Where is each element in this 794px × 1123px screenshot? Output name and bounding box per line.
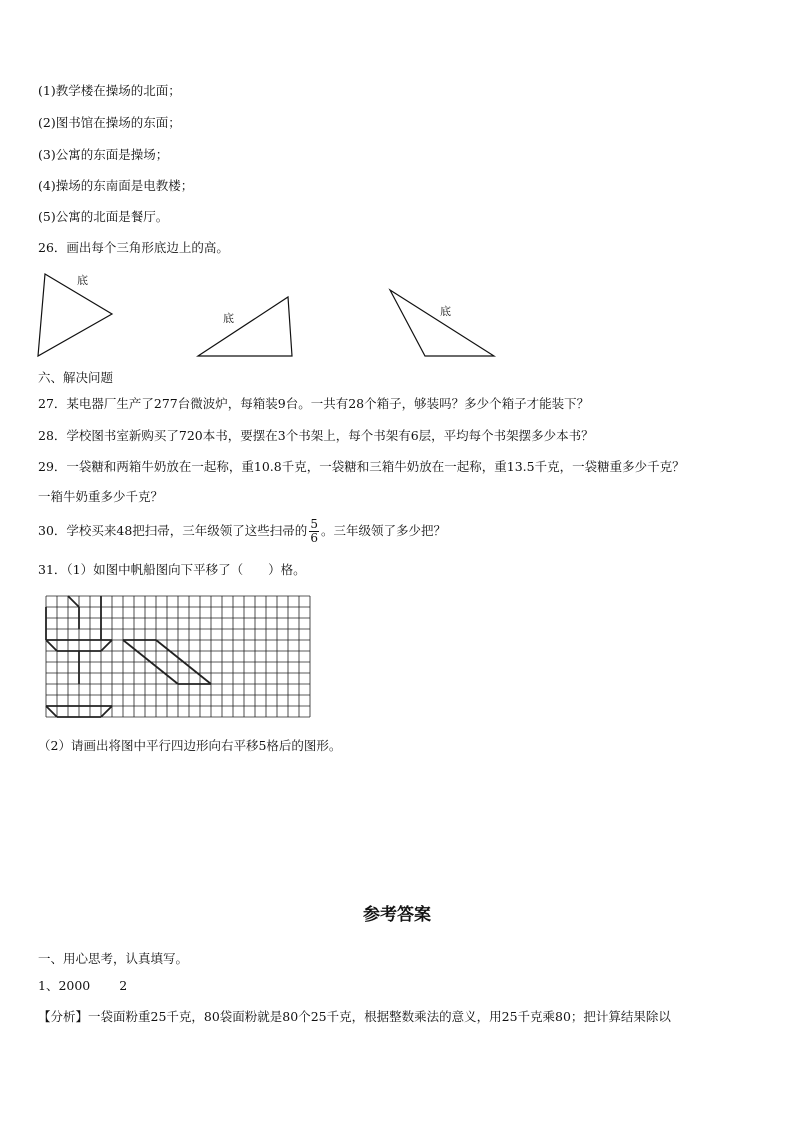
condition-5: (5)公寓的北面是餐厅。	[38, 209, 169, 224]
triangle-2	[198, 297, 292, 356]
question-29-line-1: 29．一袋糖和两箱牛奶放在一起称，重10.8千克，一袋糖和三箱牛奶放在一起称，重13.5千克，一袋糖重多少千克？	[38, 459, 685, 474]
question-31-part-2: （2）请画出将图中平行四边形向右平移5格后的图形。	[38, 738, 342, 753]
question-30	[38, 516, 446, 546]
sailboat-hull-left	[46, 640, 57, 651]
question-27: 27．某电器厂生产了277台微波炉，每箱装9台。一共有28个箱子，够装吗？多少个箱子才能装下？	[38, 396, 590, 411]
condition-2: (2)图书馆在操场的东面；	[38, 115, 181, 130]
sailboat-sail	[68, 596, 79, 607]
question-26: 26．画出每个三角形底边上的高。	[38, 240, 229, 255]
moved-sailboat-hull-left	[46, 706, 57, 717]
condition-4: (4)操场的东南面是电教楼；	[38, 178, 194, 193]
question-30-text-end: 。三年级领了多少把？	[320, 523, 446, 538]
question-28: 28．学校图书室新购买了720本书，要摆在3个书架上，每个书架有6层，平均每个书架摆多少本书？	[38, 428, 594, 443]
question-29-line-2: 一箱牛奶重多少千克？	[38, 489, 164, 504]
condition-3: (3)公寓的东面是操场；	[38, 147, 169, 162]
answers-title: 参考答案	[363, 905, 431, 925]
triangle-1	[38, 274, 112, 356]
triangle-1-base-label: 底	[77, 274, 88, 287]
answers-section-1: 一、用心思考，认真填写。	[38, 951, 189, 966]
moved-sailboat-hull-right	[101, 706, 112, 717]
answer-analysis: 【分析】一袋面粉重25千克，80袋面粉就是80个25千克，根据整数乘法的意义，用25千克乘80；把计算结果除以	[38, 1009, 671, 1024]
fraction	[309, 518, 319, 545]
condition-1: (1)教学楼在操场的北面；	[38, 83, 181, 98]
fraction-denominator: 6	[310, 531, 318, 545]
question-30-text: 30．学校买来48把扫帚，三年级领了这些扫帚的	[38, 523, 308, 538]
fraction-numerator: 5	[310, 517, 318, 531]
answer-1: 1、2000 2	[38, 978, 128, 993]
grid-figure	[44, 594, 314, 720]
section-6-heading: 六、解决问题	[38, 370, 114, 385]
question-31-part-1: 31．（1）如图中帆船图向下平移了（ ）格。	[38, 562, 306, 577]
triangle-3-base-label: 底	[440, 305, 451, 318]
triangles-figure	[0, 268, 794, 368]
triangle-3	[390, 290, 494, 356]
triangle-2-base-label: 底	[223, 312, 234, 325]
sailboat-hull-right	[101, 640, 112, 651]
